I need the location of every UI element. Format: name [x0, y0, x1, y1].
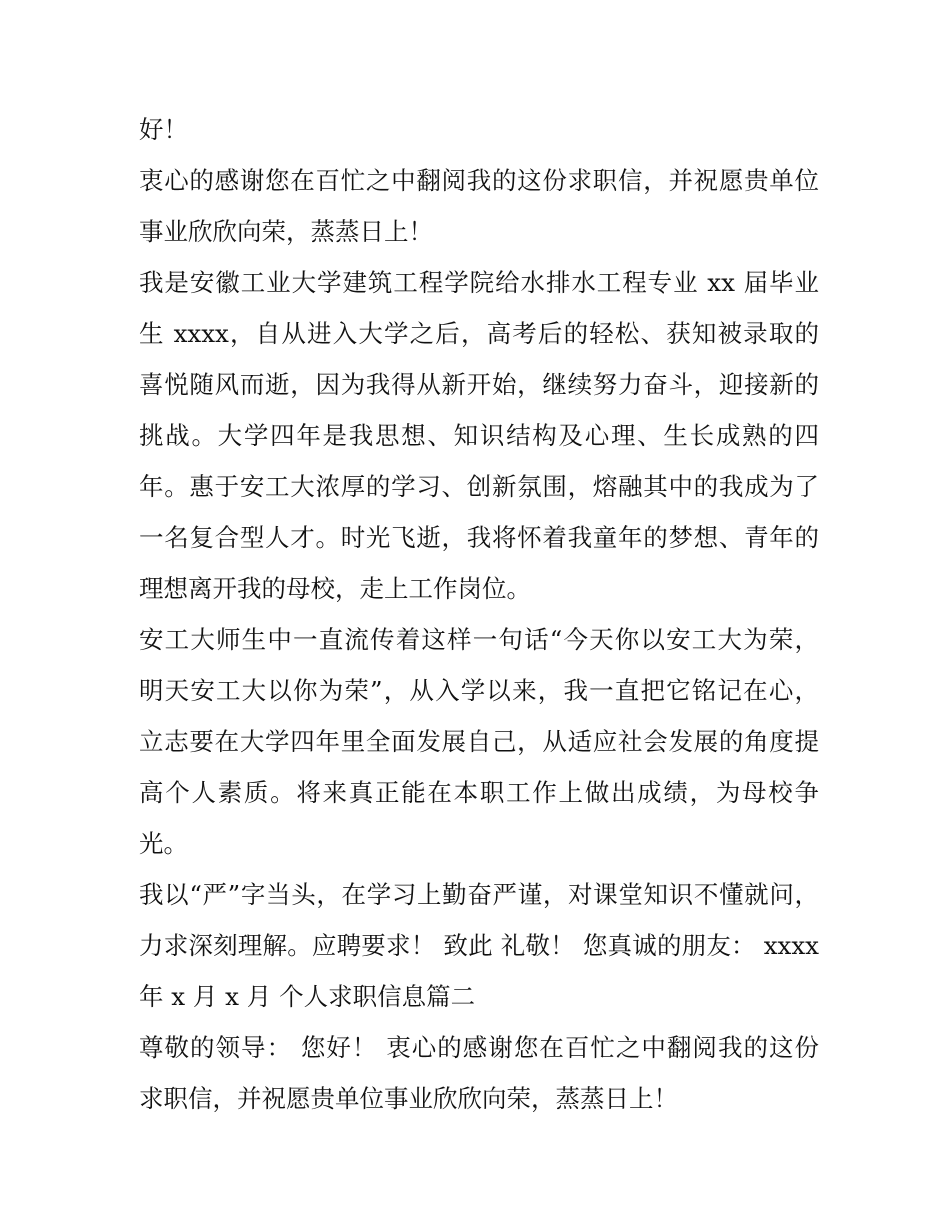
document-body: [139, 104, 819, 1124]
text-line: 好！: [139, 115, 188, 144]
text-line: 喜悦随风而逝，因为我得从新开始，继续努力奋斗，迎接新的: [139, 370, 819, 399]
text-line: 安工大师生中一直流传着这样一句话“今天你以安工大为荣，: [139, 625, 819, 654]
text-line: 求职信，并祝愿贵单位事业欣欣向荣，蒸蒸日上！: [139, 1084, 678, 1113]
text-line: 我是安徽工业大学建筑工程学院给水排水工程专业 xx 届毕业: [139, 268, 819, 297]
text-line: 我以“严”字当头，在学习上勤奋严谨，对课堂知识不懂就问，: [139, 880, 819, 909]
text-line: 生 xxxx，自从进入大学之后，高考后的轻松、获知被录取的: [139, 319, 819, 348]
text-line: 尊敬的领导： 您好！ 衷心的感谢您在百忙之中翻阅我的这份: [139, 1033, 819, 1062]
text-line: 高个人素质。将来真正能在本职工作上做出成绩，为母校争: [139, 778, 819, 807]
text-line: 年 x 月 x 月 个人求职信息篇二: [139, 982, 476, 1011]
text-line: 理想离开我的母校，走上工作岗位。: [139, 574, 531, 603]
text-line: 立志要在大学四年里全面发展自己，从适应社会发展的角度提: [139, 727, 819, 756]
text-line: 力求深刻理解。应聘要求！ 致此 礼敬！ 您真诚的朋友： xxxx: [139, 931, 819, 960]
text-line: 事业欣欣向荣，蒸蒸日上！: [139, 217, 433, 246]
text-line: 年。惠于安工大浓厚的学习、创新氛围，熔融其中的我成为了: [139, 472, 819, 501]
text-line: 挑战。大学四年是我思想、知识结构及心理、生长成熟的四: [139, 421, 819, 450]
text-line: 明天安工大以你为荣”，从入学以来，我一直把它铭记在心，: [139, 676, 819, 705]
text-line: 光。: [139, 829, 188, 858]
text-line: 衷心的感谢您在百忙之中翻阅我的这份求职信，并祝愿贵单位: [139, 166, 819, 195]
text-line: 一名复合型人才。时光飞逝，我将怀着我童年的梦想、青年的: [139, 523, 819, 552]
